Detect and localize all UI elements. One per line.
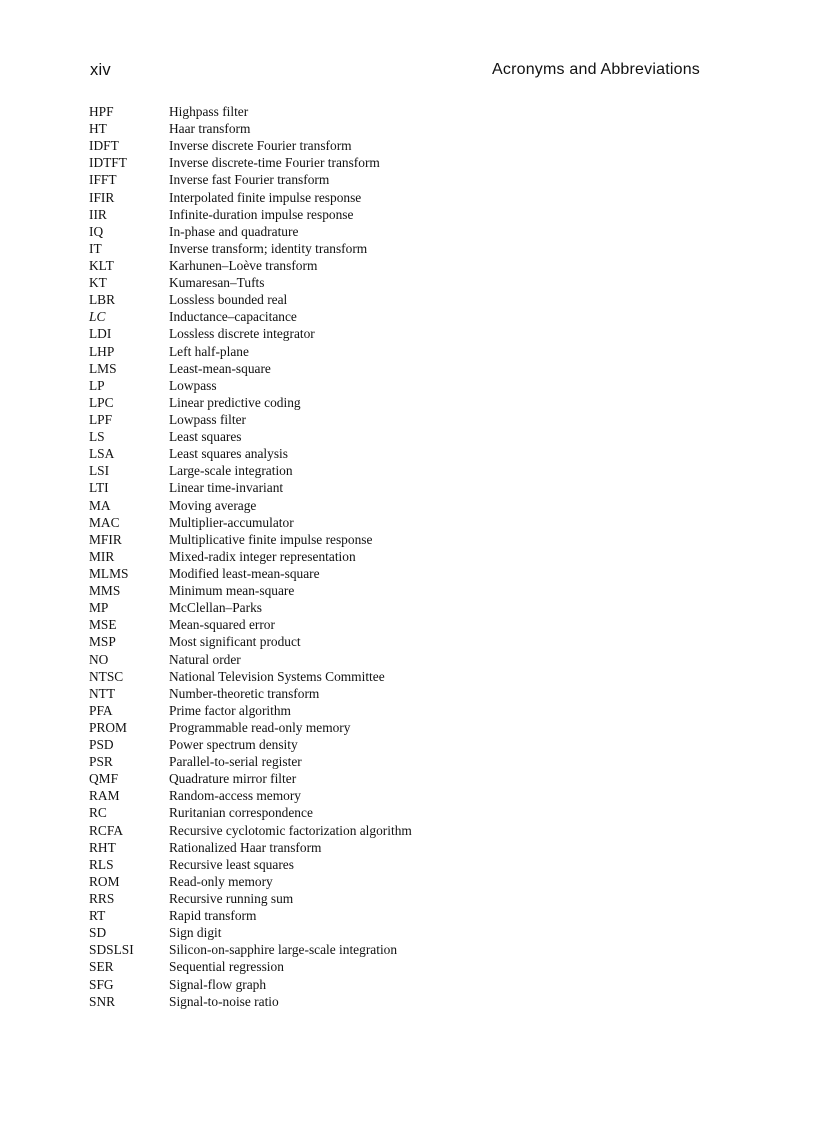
acronym-meaning: Inverse transform; identity transform xyxy=(169,240,368,256)
acronym-meaning: Multiplicative finite impulse response xyxy=(169,531,373,547)
acronym-entry xyxy=(89,941,609,958)
acronym-entry xyxy=(89,873,609,890)
acronym-entry xyxy=(89,668,609,685)
acronym-abbreviation: LSI xyxy=(89,463,110,479)
acronym-abbreviation: LPF xyxy=(89,411,113,427)
acronym-meaning: Natural order xyxy=(169,651,241,667)
acronym-meaning: Sign digit xyxy=(169,925,222,941)
acronym-abbreviation: RT xyxy=(89,908,106,924)
acronym-meaning: Haar transform xyxy=(169,121,251,137)
acronym-meaning: Modified least-mean-square xyxy=(169,565,320,581)
acronym-abbreviation: MSE xyxy=(89,617,117,633)
acronym-meaning: Inverse discrete-time Fourier transform xyxy=(169,155,380,171)
acronym-entry xyxy=(89,103,609,120)
acronym-entry xyxy=(89,736,609,753)
acronym-entry xyxy=(89,240,609,257)
acronym-abbreviation: LPC xyxy=(89,394,114,410)
acronym-entry xyxy=(89,890,609,907)
acronym-meaning: Prime factor algorithm xyxy=(169,702,291,718)
acronym-entry xyxy=(89,907,609,924)
acronym-meaning: Lowpass filter xyxy=(169,411,246,427)
acronym-entry xyxy=(89,958,609,975)
acronym-entry xyxy=(89,189,609,206)
page-header xyxy=(90,58,702,84)
acronym-entry xyxy=(89,308,609,325)
acronym-meaning: Highpass filter xyxy=(169,104,249,119)
acronym-abbreviation: NTT xyxy=(89,685,116,701)
acronym-abbreviation: SD xyxy=(89,925,107,941)
acronym-abbreviation: LDI xyxy=(89,326,112,342)
acronym-meaning: Parallel-to-serial register xyxy=(169,754,302,770)
acronym-meaning: Inverse fast Fourier transform xyxy=(169,172,330,188)
acronym-entry xyxy=(89,360,609,377)
acronym-meaning: Read-only memory xyxy=(169,873,273,889)
acronym-entry xyxy=(89,137,609,154)
acronym-abbreviation: MA xyxy=(89,497,111,513)
acronym-meaning: Large-scale integration xyxy=(169,463,293,479)
acronym-meaning: Recursive least squares xyxy=(169,856,294,872)
acronym-abbreviation: QMF xyxy=(89,771,119,787)
acronym-abbreviation: RLS xyxy=(89,856,114,872)
acronym-meaning: In-phase and quadrature xyxy=(169,223,299,239)
acronym-entry xyxy=(89,685,609,702)
acronym-abbreviation: MAC xyxy=(89,514,120,530)
acronym-abbreviation: RCFA xyxy=(89,822,123,838)
acronym-entry xyxy=(89,497,609,514)
acronym-meaning: Lossless bounded real xyxy=(169,292,288,308)
acronym-entry xyxy=(89,274,609,291)
acronym-abbreviation: RHT xyxy=(89,839,116,855)
acronym-abbreviation: SDSLSI xyxy=(89,942,134,958)
acronym-meaning: Recursive cyclotomic factorization algorithm xyxy=(169,822,412,838)
acronym-meaning: Linear time-invariant xyxy=(169,480,284,496)
acronym-meaning: National Television Systems Committee xyxy=(169,668,385,684)
acronym-meaning: Inverse discrete Fourier transform xyxy=(169,138,352,154)
acronym-entry xyxy=(89,462,609,479)
acronym-abbreviation: KLT xyxy=(89,257,114,273)
acronym-meaning: McClellan–Parks xyxy=(169,600,262,616)
acronym-entry xyxy=(89,839,609,856)
acronym-meaning: Quadrature mirror filter xyxy=(169,771,297,787)
acronym-entry xyxy=(89,428,609,445)
acronym-entry xyxy=(89,394,609,411)
acronym-entry xyxy=(89,548,609,565)
acronym-abbreviation: IIR xyxy=(89,206,107,222)
acronym-abbreviation: PFA xyxy=(89,702,113,718)
acronym-entry xyxy=(89,856,609,873)
acronym-entry xyxy=(89,753,609,770)
acronym-abbreviation: NTSC xyxy=(89,668,124,684)
acronym-entry xyxy=(89,479,609,496)
acronym-abbreviation: LHP xyxy=(89,343,115,359)
acronym-entry xyxy=(89,804,609,821)
acronym-meaning: Sequential regression xyxy=(169,959,284,975)
acronym-entry xyxy=(89,531,609,548)
acronym-meaning: Lowpass xyxy=(169,377,217,393)
acronym-entry xyxy=(89,514,609,531)
acronym-abbreviation: SER xyxy=(89,959,114,975)
acronym-abbreviation: PROM xyxy=(89,719,127,735)
acronym-abbreviation: LP xyxy=(89,377,105,393)
acronym-abbreviation: LSA xyxy=(89,446,115,462)
acronym-abbreviation: MFIR xyxy=(89,531,122,547)
page-number: xiv xyxy=(90,61,111,79)
acronym-meaning: Inductance–capacitance xyxy=(169,309,297,325)
acronym-abbreviation: MLMS xyxy=(89,565,129,581)
acronym-abbreviation: IT xyxy=(89,240,102,256)
acronym-abbreviation: HT xyxy=(89,121,107,137)
acronym-meaning: Programmable read-only memory xyxy=(169,719,351,735)
acronym-entry xyxy=(89,171,609,188)
acronym-abbreviation: SFG xyxy=(89,976,114,992)
acronym-abbreviation: LS xyxy=(89,429,105,445)
acronym-entry xyxy=(89,787,609,804)
acronym-entry xyxy=(89,924,609,941)
acronym-meaning: Signal-flow graph xyxy=(169,976,267,992)
acronym-meaning: Mixed-radix integer representation xyxy=(169,548,356,564)
acronym-list xyxy=(89,103,609,1010)
acronym-abbreviation: IFIR xyxy=(89,189,115,205)
acronym-entry xyxy=(89,565,609,582)
acronym-meaning: Left half-plane xyxy=(169,343,249,359)
acronym-meaning: Multiplier-accumulator xyxy=(169,514,294,530)
acronym-abbreviation: MSP xyxy=(89,634,116,650)
acronym-entry xyxy=(89,599,609,616)
acronym-abbreviation: KT xyxy=(89,275,107,291)
acronym-entry xyxy=(89,702,609,719)
acronym-entry xyxy=(89,719,609,736)
acronym-entry xyxy=(89,257,609,274)
acronym-meaning: Number-theoretic transform xyxy=(169,685,320,701)
acronym-entry xyxy=(89,582,609,599)
acronym-abbreviation: MP xyxy=(89,600,109,616)
acronym-entry xyxy=(89,822,609,839)
acronym-meaning: Interpolated finite impulse response xyxy=(169,189,362,205)
acronym-entry xyxy=(89,120,609,137)
acronym-entry xyxy=(89,411,609,428)
acronym-meaning: Power spectrum density xyxy=(169,737,298,753)
acronym-entry xyxy=(89,993,609,1010)
acronym-entry xyxy=(89,291,609,308)
acronym-entry xyxy=(89,651,609,668)
acronym-meaning: Linear predictive coding xyxy=(169,394,301,410)
acronym-abbreviation: RC xyxy=(89,805,107,821)
acronym-meaning: Least-mean-square xyxy=(169,360,271,376)
acronym-meaning: Signal-to-noise ratio xyxy=(169,993,279,1009)
acronym-abbreviation: LTI xyxy=(89,480,109,496)
acronym-entry xyxy=(89,206,609,223)
acronym-entry xyxy=(89,343,609,360)
acronym-meaning: Karhunen–Loève transform xyxy=(169,257,318,273)
acronym-abbreviation: MIR xyxy=(89,548,115,564)
acronym-abbreviation: RAM xyxy=(89,788,120,804)
acronym-entry xyxy=(89,325,609,342)
acronym-entry xyxy=(89,154,609,171)
acronym-entry xyxy=(89,377,609,394)
acronym-entry xyxy=(89,770,609,787)
acronym-meaning: Lossless discrete integrator xyxy=(169,326,315,342)
acronym-abbreviation: LBR xyxy=(89,292,116,308)
acronym-abbreviation: HPF xyxy=(89,104,114,119)
acronym-meaning: Minimum mean-square xyxy=(169,583,295,599)
running-title: Acronyms and Abbreviations xyxy=(492,61,700,78)
acronym-abbreviation: LMS xyxy=(89,360,117,376)
acronym-meaning: Random-access memory xyxy=(169,788,302,804)
acronym-meaning: Least squares xyxy=(169,429,242,445)
acronym-meaning: Rapid transform xyxy=(169,908,257,924)
acronym-abbreviation: PSD xyxy=(89,737,114,753)
acronym-abbreviation: IDTFT xyxy=(89,155,127,171)
acronym-meaning: Least squares analysis xyxy=(169,446,288,462)
acronym-entry xyxy=(89,976,609,993)
acronym-entry xyxy=(89,633,609,650)
acronym-entry xyxy=(89,445,609,462)
acronym-meaning: Recursive running sum xyxy=(169,891,294,907)
acronym-entry xyxy=(89,616,609,633)
acronym-meaning: Silicon-on-sapphire large-scale integration xyxy=(169,942,398,958)
acronym-abbreviation: IDFT xyxy=(89,138,119,154)
acronym-abbreviation: ROM xyxy=(89,873,120,889)
acronym-abbreviation: MMS xyxy=(89,583,121,599)
acronym-meaning: Infinite-duration impulse response xyxy=(169,206,354,222)
acronym-entry xyxy=(89,223,609,240)
acronym-abbreviation: IQ xyxy=(89,223,104,239)
acronym-abbreviation: LC xyxy=(89,309,106,325)
acronym-abbreviation: NO xyxy=(89,651,109,667)
acronym-abbreviation: IFFT xyxy=(89,172,117,188)
acronym-meaning: Most significant product xyxy=(169,634,301,650)
acronym-meaning: Mean-squared error xyxy=(169,617,275,633)
acronym-abbreviation: RRS xyxy=(89,891,115,907)
acronym-meaning: Kumaresan–Tufts xyxy=(169,275,265,291)
acronym-abbreviation: PSR xyxy=(89,754,113,770)
acronym-meaning: Moving average xyxy=(169,497,257,513)
acronym-abbreviation: SNR xyxy=(89,993,116,1009)
acronym-meaning: Rationalized Haar transform xyxy=(169,839,322,855)
acronym-meaning: Ruritanian correspondence xyxy=(169,805,313,821)
